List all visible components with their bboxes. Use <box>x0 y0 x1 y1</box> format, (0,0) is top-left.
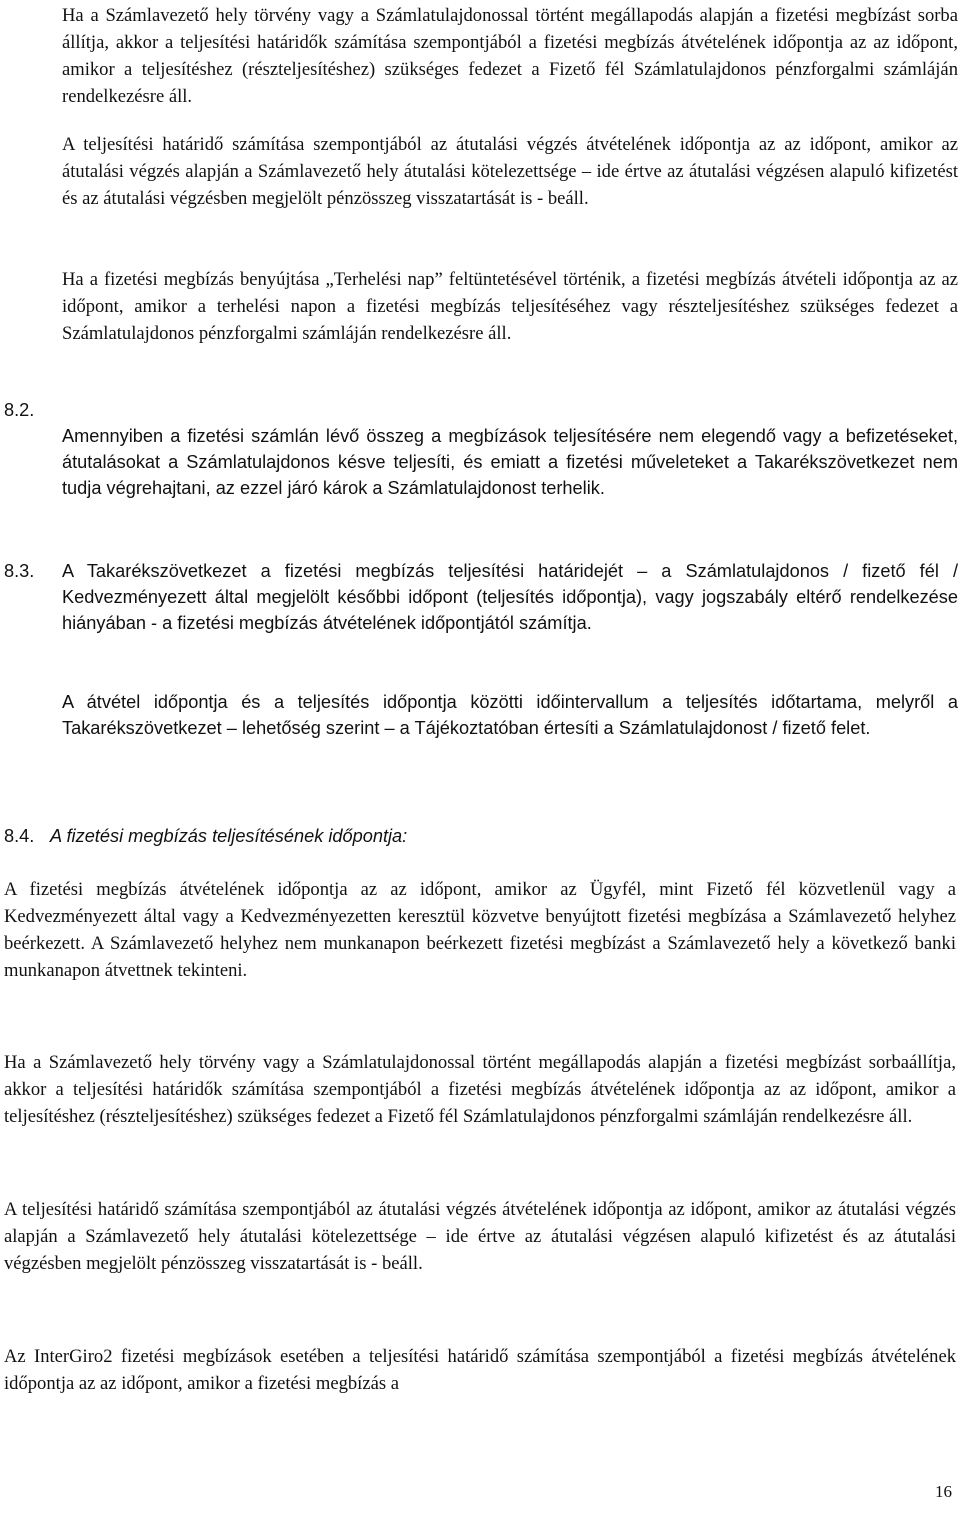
page-number: 16 <box>935 1482 952 1501</box>
paragraph-intergiro2: Az InterGiro2 fizetési megbízások esetében a teljesítési határidő számítása szempontjából a fizetési megbízás átvételének időpontja az az időpont, amikor a fizetési megbízás a <box>4 1346 956 1394</box>
paragraph-debit-day: Ha a fizetési megbízás benyújtása „Terhelési nap” feltüntetésével történik, a fizetési megbízás átvételi időpontja az az időpont, amikor a terhelési napon a fizetési megbízás teljesítéséhez vagy részteljesítéshez szükséges fedezet a Számlatulajdonos pénzforgalmi számláján rendelkezésre áll. <box>62 269 958 344</box>
paragraph-transfer-order-receipt: A teljesítési határidő számítása szempontjából az átutalási végzés átvételének időpontja az az időpont, amikor az átutalási végzés alapján a Számlavezető hely átutalási kötelezettsége – ide értve az átutalási végzésen alapuló kifizetést és az átutalási végzésben megjelölt pénzösszeg visszatartását is - beáll. <box>62 134 958 209</box>
section-number-8-3: 8.3. <box>4 561 35 581</box>
paragraph-insufficient-funds: Amennyiben a fizetési számlán lévő összeg a megbízások teljesítésére nem elegendő vagy a befizetéseket, átutalásokat a Számlatulajdonos késve teljesíti, és emiatt a fizetési műveleteket a Takarékszövetkezet nem tudja végrehajtani, az ezzel járó károk a Számlatulajdonost terhelik. <box>62 426 958 498</box>
section-heading-8-4: A fizetési megbízás teljesítésének időpontja: <box>50 826 408 846</box>
section-number-8-4: 8.4. <box>4 826 35 846</box>
paragraph-receipt-time: A fizetési megbízás átvételének időpontja az az időpont, amikor az Ügyfél, mint Fizető fél közvetlenül vagy a Kedvezményezett által vagy a Kedvezményezetten keresztül közvetve benyújtott fizetési megbízása a Számlavezető helyhez beérkezett. A Számlavezető helyhez nem munkanapon beérkezett fizetési megbízást a Számlavezető hely a következő banki munkanapon átvettnek tekinteni. <box>4 879 956 981</box>
paragraph-deadline-calculation: A Takarékszövetkezet a fizetési megbízás teljesítési határidejét – a Számlatulajdonos / fizető fél / Kedvezményezett által megjelölt későbbi időpont (teljesítés időpontja), vagy jogszabály eltérő rendelkezése hiányában - a fizetési megbízás átvételének időpontjától számítja. <box>62 561 958 633</box>
paragraph-queued-payment-repeat: Ha a Számlavezető hely törvény vagy a Számlatulajdonossal történt megállapodás alapján a fizetési megbízást sorbaállítja, akkor a teljesítési határidők számítása szempontjából a fizetési megbízás átvételének időpontja az az időpont, amikor a teljesítéshez (részteljesítéshez) szükséges fedezet a Fizető fél Számlatulajdonos pénzforgalmi számláján rendelkezésre áll. <box>4 1052 956 1127</box>
paragraph-transfer-order-repeat: A teljesítési határidő számítása szempontjából az átutalási végzés átvételének időpontja az időpont, amikor az átutalási végzés alapján a Számlavezető hely átutalási kötelezettsége – ide értve az átutalási végzésen alapuló kifizetést és az átutalási végzésben megjelölt pénzösszeg visszatartását is - beáll. <box>4 1199 956 1274</box>
paragraph-queued-payment: Ha a Számlavezető hely törvény vagy a Számlatulajdonossal történt megállapodás alapján a fizetési megbízást sorba állítja, akkor a teljesítési határidők számítása szempontjából a fizetési megbízás átvételének időpontja az az időpont, amikor a teljesítéshez (részteljesítéshez) szükséges fedezet a Fizető fél Számlatulajdonos pénzforgalmi számláján rendelkezésre áll. <box>62 5 958 107</box>
paragraph-execution-duration: A átvétel időpontja és a teljesítés időpontja közötti időintervallum a teljesítés időtartama, melyről a Takarékszövetkezet – lehetőség szerint – a Tájékoztatóban értesíti a Számlatulajdonost / fizető felet. <box>62 692 958 738</box>
section-number-8-2: 8.2. <box>4 400 35 420</box>
